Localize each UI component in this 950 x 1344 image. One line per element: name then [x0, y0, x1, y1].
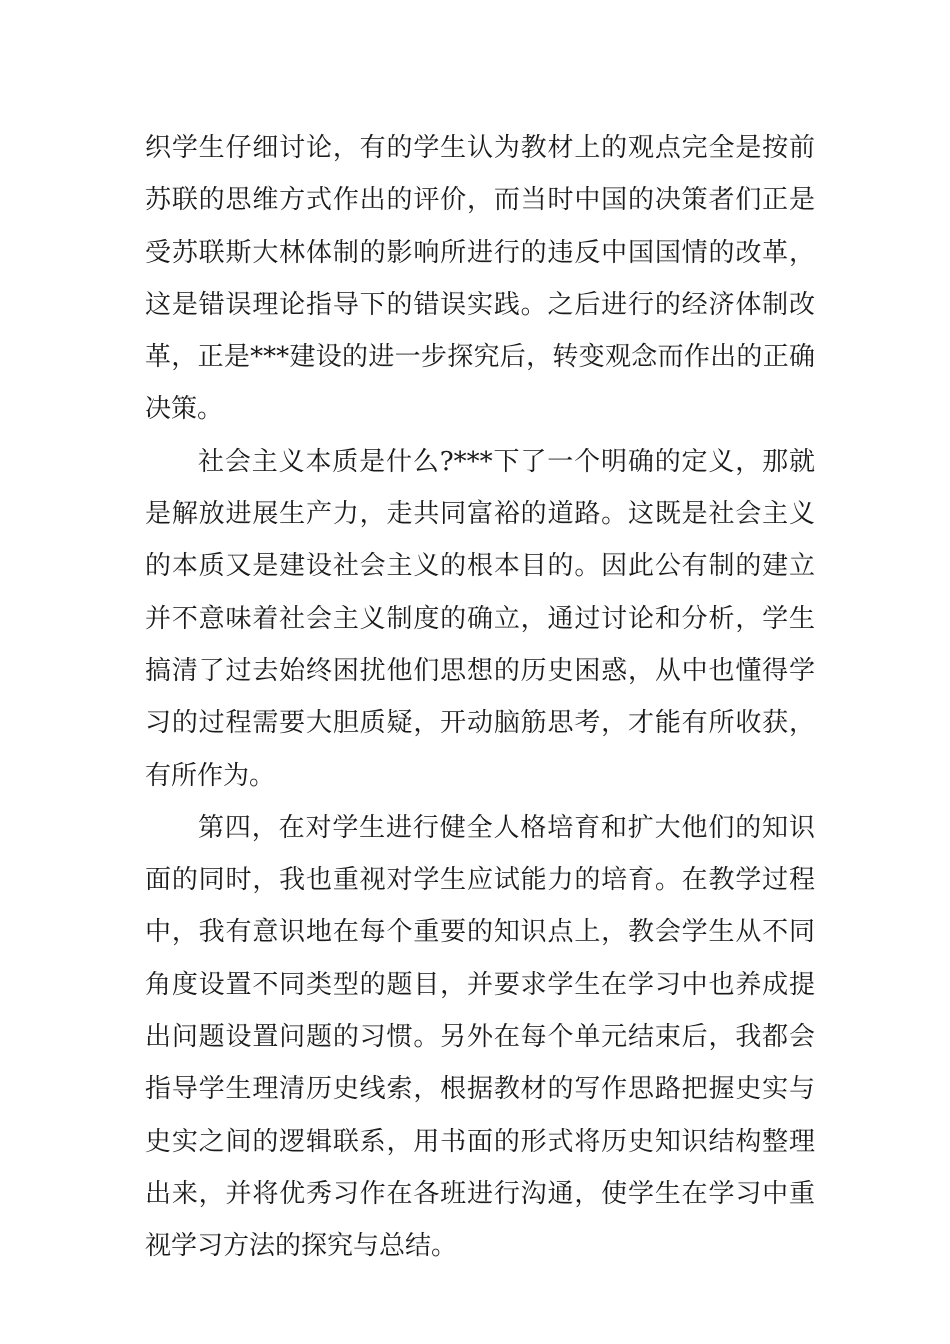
text-line: 织学生仔细讨论，有的学生认为教材上的观点完全是按前	[145, 133, 815, 163]
text-line: 视学习方法的探究与总结。	[145, 1231, 458, 1262]
text-line: 面的同时，我也重视对学生应试能力的培育。在教学过程	[145, 865, 815, 896]
text-line: 史实之间的逻辑联系，用书面的形式将历史知识结构整理	[145, 1126, 815, 1157]
text-line: 中，我有意识地在每个重要的知识点上，教会学生从不同	[145, 917, 815, 948]
body-text	[145, 122, 815, 1273]
text-line: 有所作为。	[145, 760, 276, 791]
text-line: 的本质又是建设社会主义的根本目的。因此公有制的建立	[145, 551, 815, 582]
text-line: 角度设置不同类型的题目，并要求学生在学习中也养成提	[145, 969, 815, 1000]
text-line: 第四，在对学生进行健全人格培育和扩大他们的知识	[198, 812, 815, 843]
text-line: 革，正是***建设的进一步探究后，转变观念而作出的正确	[145, 342, 815, 373]
text-line: 是解放进展生产力，走共同富裕的道路。这既是社会主义	[145, 499, 815, 530]
text-line: 决策。	[145, 394, 224, 425]
text-line: 出来，并将优秀习作在各班进行沟通，使学生在学习中重	[145, 1178, 815, 1209]
text-line: 习的过程需要大胆质疑，开动脑筋思考，才能有所收获，	[145, 708, 815, 739]
text-line: 苏联的思维方式作出的评价，而当时中国的决策者们正是	[145, 185, 815, 216]
text-line: 受苏联斯大林体制的影响所进行的违反中国国情的改革，	[145, 237, 815, 268]
text-line: 社会主义本质是什么?***下了一个明确的定义，那就	[198, 446, 815, 477]
text-line: 指导学生理清历史线索，根据教材的写作思路把握史实与	[145, 1074, 815, 1105]
text-line: 搞清了过去始终困扰他们思想的历史困惑，从中也懂得学	[145, 655, 815, 686]
text-line: 并不意味着社会主义制度的确立，通过讨论和分析，学生	[145, 603, 815, 634]
text-line: 出问题设置问题的习惯。另外在每个单元结束后，我都会	[145, 1022, 815, 1053]
text-line: 这是错误理论指导下的错误实践。之后进行的经济体制改	[145, 289, 815, 320]
